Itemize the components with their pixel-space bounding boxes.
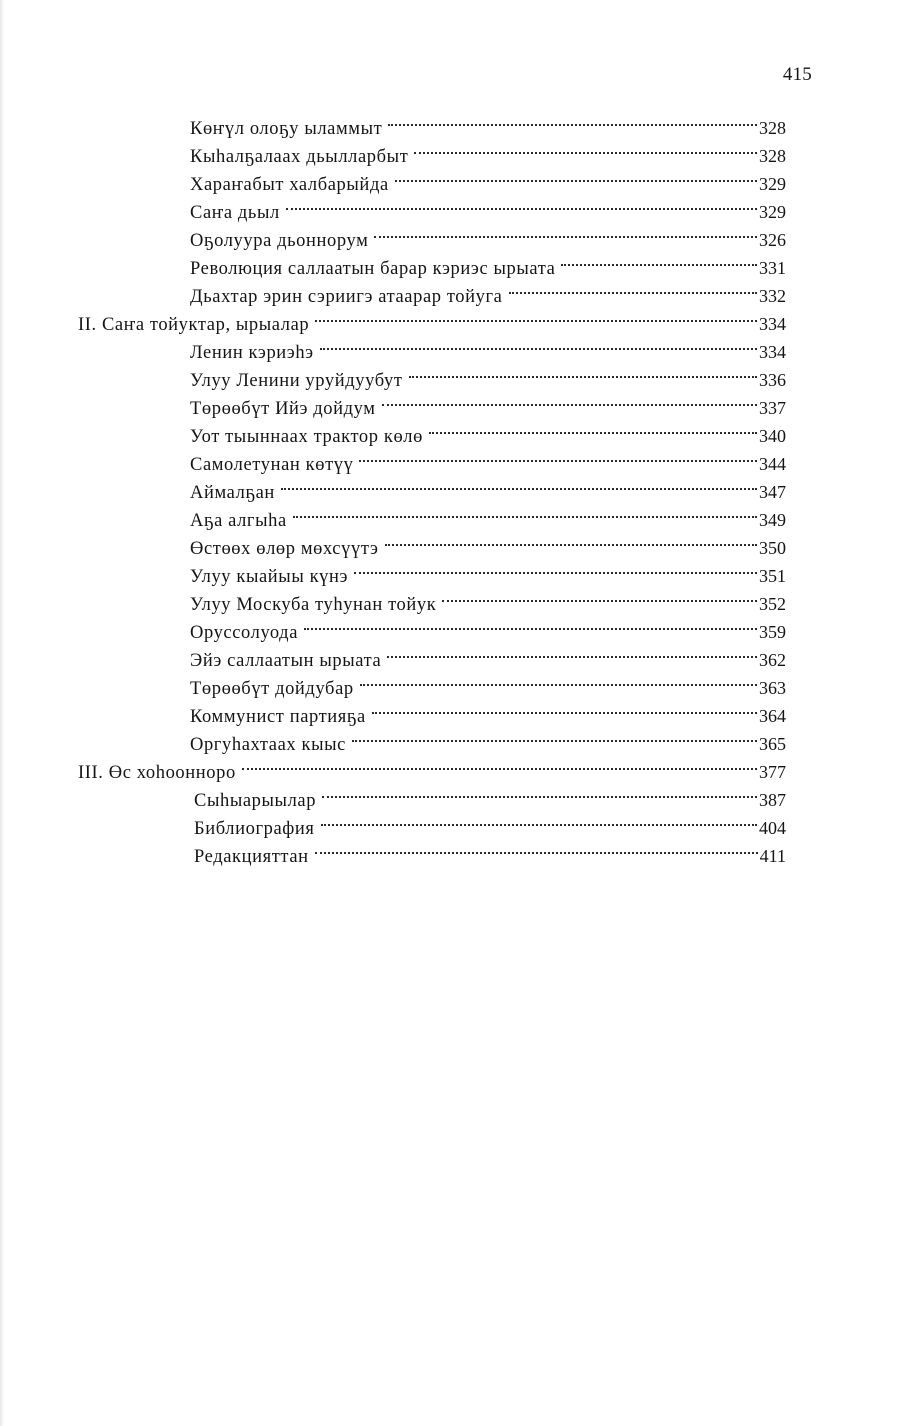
- toc-dot-leader: [321, 806, 757, 834]
- toc-title: Коммунист партияҕа: [190, 707, 366, 727]
- toc-title: Дьахтар эрин сэриигэ атаарар тойуга: [190, 287, 503, 307]
- toc-title: Эйэ саллаатын ырыата: [190, 651, 382, 671]
- toc-title: Өстөөх өлөр мөхсүүтэ: [190, 539, 379, 559]
- toc-entry: [190, 386, 786, 419]
- toc-page-number: 334: [759, 314, 786, 334]
- toc-dot-leader: [354, 554, 757, 582]
- toc-page-number: 364: [759, 706, 786, 726]
- toc-title: II. Саҥа тойуктар, ырыалар: [78, 315, 310, 335]
- toc-dot-leader: [359, 442, 757, 470]
- toc-title: Оргуһахтаах кыыс: [190, 735, 346, 755]
- toc-entry: [194, 834, 786, 867]
- toc-title: Улуу Москуба туһунан тойук: [190, 595, 437, 615]
- page-number: 415: [782, 64, 812, 85]
- toc-entry: [190, 638, 786, 671]
- toc-page-number: 326: [759, 230, 786, 250]
- toc-title: Кыһалҕалаах дьылларбыт: [190, 147, 409, 167]
- toc-page-number: 328: [759, 146, 786, 166]
- toc-page-number: 350: [759, 538, 786, 558]
- toc-entry: [190, 106, 786, 139]
- scan-edge-shadow: [0, 0, 4, 1426]
- toc-dot-leader: [293, 498, 757, 526]
- toc-page-number: 337: [759, 398, 786, 418]
- toc-page-number: 336: [759, 370, 786, 390]
- toc-page-number: 363: [759, 678, 786, 698]
- toc-entry: [190, 526, 786, 559]
- toc-dot-leader: [322, 778, 757, 806]
- toc-entry: [190, 162, 786, 195]
- toc-entry: [190, 582, 786, 615]
- toc-title: Революция саллаатын барар кэриэс ырыата: [190, 259, 556, 279]
- toc-section: [78, 750, 786, 783]
- toc-title: Хараҥабыт халбарыйда: [190, 175, 389, 195]
- toc-entry: [190, 722, 786, 755]
- toc-page-number: 328: [759, 118, 786, 138]
- toc-title: III. Өс хоһоонноро: [78, 763, 236, 783]
- toc-entry: [190, 554, 786, 587]
- toc-entry: [194, 806, 786, 839]
- toc-page-number: 344: [759, 454, 786, 474]
- toc-page-number: 331: [759, 258, 786, 278]
- toc-entry: [190, 666, 786, 699]
- toc-entry: [190, 610, 786, 643]
- toc-entry: [190, 274, 786, 307]
- toc-dot-leader: [286, 190, 757, 218]
- toc-entry: [190, 470, 786, 503]
- toc-entry: [190, 498, 786, 531]
- toc-page-number: 332: [759, 286, 786, 306]
- toc-dot-leader: [304, 610, 757, 638]
- toc-page-number: 387: [759, 790, 786, 810]
- toc-dot-leader: [509, 274, 758, 302]
- toc-page-number: 411: [759, 846, 786, 866]
- toc-entry: [190, 190, 786, 223]
- toc-dot-leader: [281, 470, 757, 498]
- toc-entry: [190, 694, 786, 727]
- toc-page-number: 377: [759, 762, 786, 782]
- toc-dot-leader: [352, 722, 757, 750]
- toc-title: Оҕолуура дьоннорум: [190, 231, 369, 251]
- toc-title: Уот тыыннаах трактор көлө: [190, 427, 423, 447]
- toc-entry: [190, 218, 786, 251]
- toc-title: Төрөөбүт дойдубар: [190, 679, 354, 699]
- toc-page-number: 329: [759, 174, 786, 194]
- toc-dot-leader: [395, 162, 757, 190]
- toc-page-number: 404: [759, 818, 786, 838]
- toc-dot-leader: [360, 666, 757, 694]
- toc-page-number: 365: [759, 734, 786, 754]
- toc-dot-leader: [372, 694, 757, 722]
- toc-title: Саҥа дьыл: [190, 203, 280, 223]
- toc-page-number: 349: [759, 510, 786, 530]
- toc-dot-leader: [374, 218, 757, 246]
- toc-entry: [190, 442, 786, 475]
- toc-title: Аҕа алгыһа: [190, 511, 287, 531]
- toc-entry: [190, 358, 786, 391]
- toc-title: Төрөөбүт Ийэ дойдум: [190, 399, 376, 419]
- toc-title: Оруссолуода: [190, 623, 299, 643]
- toc-page-number: 359: [759, 622, 786, 642]
- toc-entry: [190, 134, 786, 167]
- toc-dot-leader: [385, 526, 757, 554]
- toc-title: Аймалҕан: [190, 483, 275, 503]
- toc-page-number: 340: [759, 426, 786, 446]
- toc-entry: [190, 414, 786, 447]
- toc-page-number: 334: [759, 342, 786, 362]
- toc-section: [78, 302, 786, 335]
- toc-dot-leader: [315, 834, 758, 862]
- toc-dot-leader: [388, 106, 757, 134]
- toc-dot-leader: [242, 750, 757, 778]
- toc-dot-leader: [414, 134, 757, 162]
- toc-dot-leader: [320, 330, 757, 358]
- toc-dot-leader: [561, 246, 757, 274]
- toc-entry: [190, 246, 786, 279]
- toc-dot-leader: [409, 358, 757, 386]
- toc-title: Библиография: [194, 819, 315, 839]
- toc-title: Сыһыарыылар: [194, 791, 317, 811]
- toc-page-number: 362: [759, 650, 786, 670]
- toc-page-number: 352: [759, 594, 786, 614]
- toc-title: Ленин кэриэһэ: [190, 343, 314, 363]
- toc-dot-leader: [315, 302, 757, 330]
- toc-title: Улуу Ленини уруйдуубут: [190, 371, 403, 391]
- toc-dot-leader: [429, 414, 757, 442]
- toc-page-number: 329: [759, 202, 786, 222]
- toc-page-number: 351: [759, 566, 786, 586]
- toc-dot-leader: [382, 386, 757, 414]
- toc-title: Редакцияттан: [194, 847, 309, 867]
- toc-title: Самолетунан көтүү: [190, 455, 354, 475]
- toc-dot-leader: [442, 582, 757, 610]
- toc-page-number: 347: [759, 482, 786, 502]
- toc-dot-leader: [387, 638, 757, 666]
- toc-title: Көҥүл олоҕу ыламмыт: [190, 119, 383, 139]
- toc-entry: [194, 778, 786, 811]
- toc-title: Улуу кыайыы күнэ: [190, 567, 349, 587]
- toc-entry: [190, 330, 786, 363]
